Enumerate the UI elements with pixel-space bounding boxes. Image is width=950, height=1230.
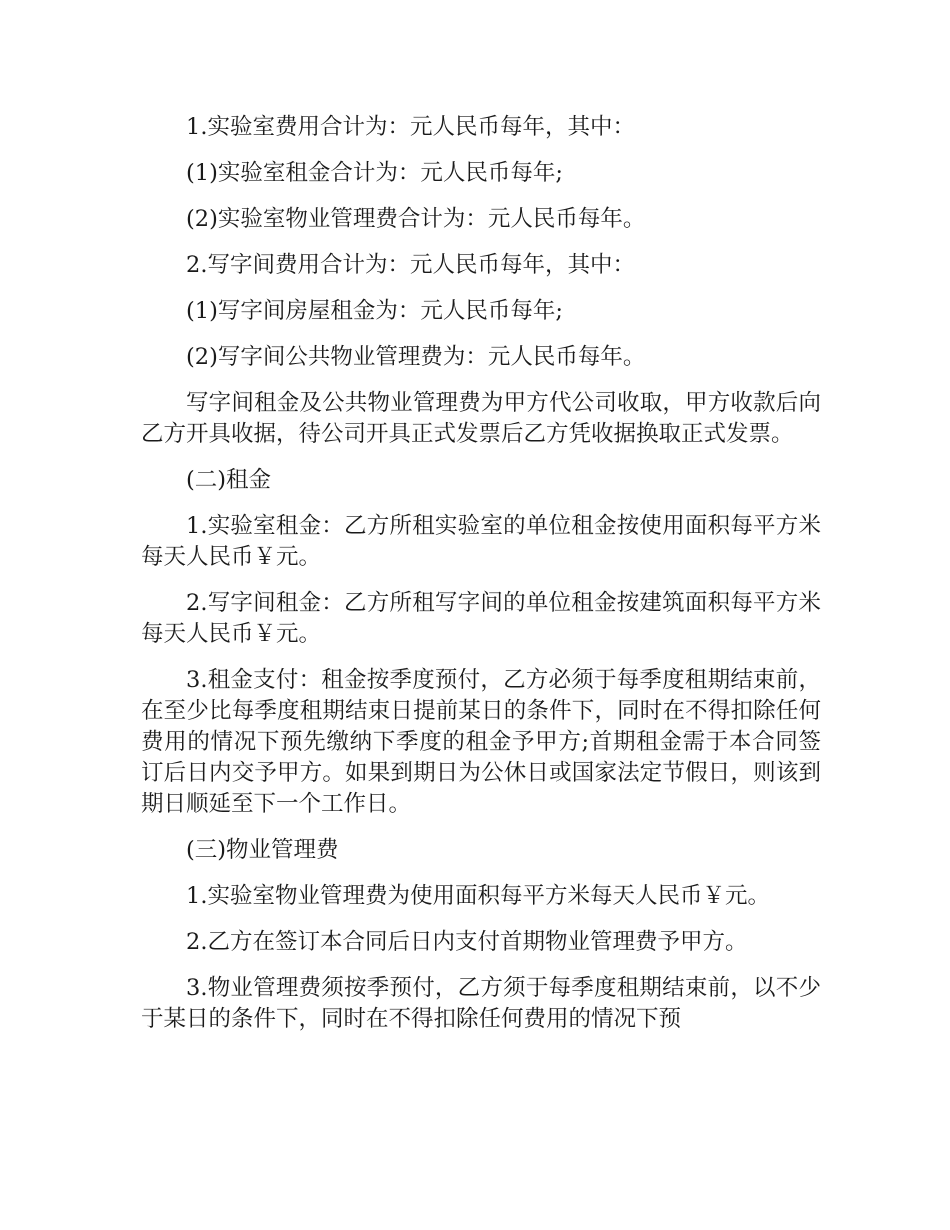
paragraph-lab-property-fee-total: (2)实验室物业管理费合计为：元人民币每年。 (186, 206, 646, 232)
section-heading-property-fee: (三)物业管理费 (186, 837, 339, 863)
paragraph-office-fee-total: 2.写字间费用合计为：元人民币每年，其中： (186, 252, 635, 278)
paragraph-receipt-invoice: 写字间租金及公共物业管理费为甲方代公司收取，甲方收款后向乙方开具收据，待公司开具正式发票后乙方凭收据换取正式发票。 (141, 390, 821, 447)
paragraph-first-property-fee: 2.乙方在签订本合同后日内支付首期物业管理费予甲方。 (186, 929, 748, 955)
paragraph-lab-fee-total: 1.实验室费用合计为：元人民币每年，其中： (186, 114, 635, 140)
paragraph-lab-rent-rate: 1.实验室租金：乙方所租实验室的单位租金按使用面积每平方米每天人民币￥元。 (141, 513, 821, 570)
paragraph-office-property-fee: (2)写字间公共物业管理费为：元人民币每年。 (186, 344, 646, 370)
paragraph-rent-payment: 3.租金支付：租金按季度预付，乙方必须于每季度租期结束前，在至少比每季度租期结束日提前某日的条件下，同时在不得扣除任何费用的情况下预先缴纳下季度的租金予甲方;首期租金需于本合同签订后日内交予甲方。如果到期日为公休日或国家法定节假日，则该到期日顺延至下一个工作日。 (141, 667, 821, 817)
paragraph-lab-property-fee-rate: 1.实验室物业管理费为使用面积每平方米每天人民币￥元。 (186, 883, 770, 909)
paragraph-lab-rent-total: (1)实验室租金合计为：元人民币每年; (186, 160, 563, 186)
paragraph-office-rent: (1)写字间房屋租金为：元人民币每年; (186, 298, 563, 324)
paragraph-property-fee-payment: 3.物业管理费须按季预付，乙方须于每季度租期结束前，以不少于某日的条件下，同时在不得扣除任何费用的情况下预 (141, 975, 821, 1032)
document-body (141, 112, 821, 1050)
paragraph-office-rent-rate: 2.写字间租金：乙方所租写字间的单位租金按建筑面积每平方米每天人民币￥元。 (141, 590, 821, 647)
section-heading-rent: (二)租金 (186, 467, 272, 493)
